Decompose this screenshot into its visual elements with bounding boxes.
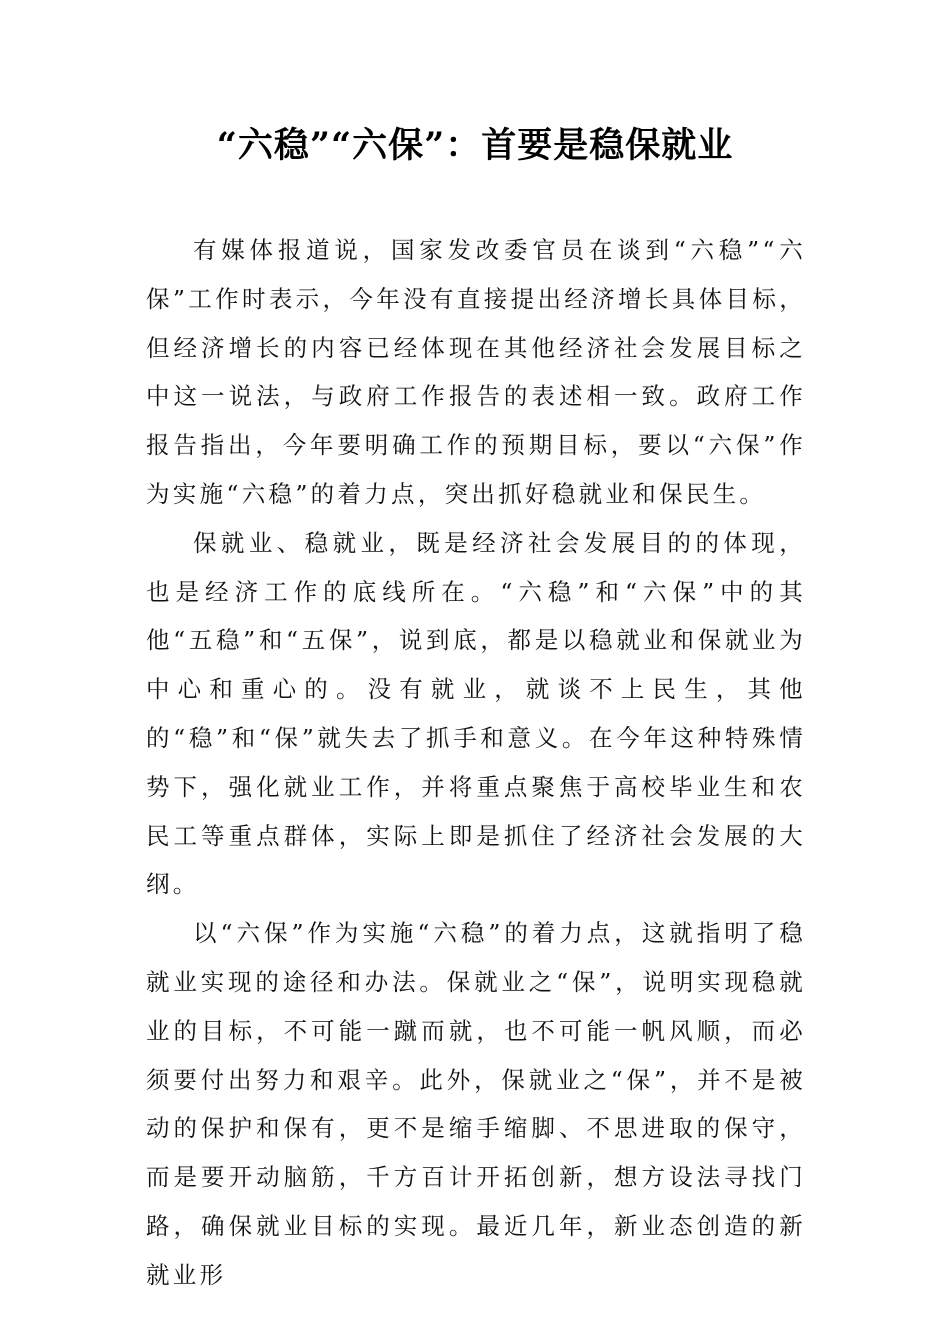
document-body bbox=[146, 226, 806, 1300]
paragraph-1: 有媒体报道说，国家发改委官员在谈到“六稳”“六保”工作时表示，今年没有直接提出经济增长具体目标，但经济增长的内容已经体现在其他经济社会发展目标之中这一说法，与政府工作报告的表述相一致。政府工作报告指出，今年要明确工作的预期目标，要以“六保”作为实施“六稳”的着力点，突出抓好稳就业和保民生。 bbox=[146, 236, 806, 508]
paragraph-2: 保就业、稳就业，既是经济社会发展目的的体现，也是经济工作的底线所在。“六稳”和“六保”中的其他“五稳”和“五保”，说到底，都是以稳就业和保就业为中心和重心的。没有就业，就谈不上民生，其他的“稳”和“保”就失去了抓手和意义。在今年这种特殊情势下，强化就业工作，并将重点聚焦于高校毕业生和农民工等重点群体，实际上即是抓住了经济社会发展的大纲。 bbox=[146, 528, 806, 899]
paragraph-3: 以“六保”作为实施“六稳”的着力点，这就指明了稳就业实现的途径和办法。保就业之“保”，说明实现稳就业的目标，不可能一蹴而就，也不可能一帆风顺，而必须要付出努力和艰辛。此外，保就业之“保”，并不是被动的保护和保有，更不是缩手缩脚、不思进取的保守，而是要开动脑筋，千方百计开拓创新，想方设法寻找门路，确保就业目标的实现。最近几年，新业态创造的新就业形 bbox=[146, 919, 806, 1289]
document-title: “六稳”“六保”：首要是稳保就业 bbox=[216, 125, 734, 166]
